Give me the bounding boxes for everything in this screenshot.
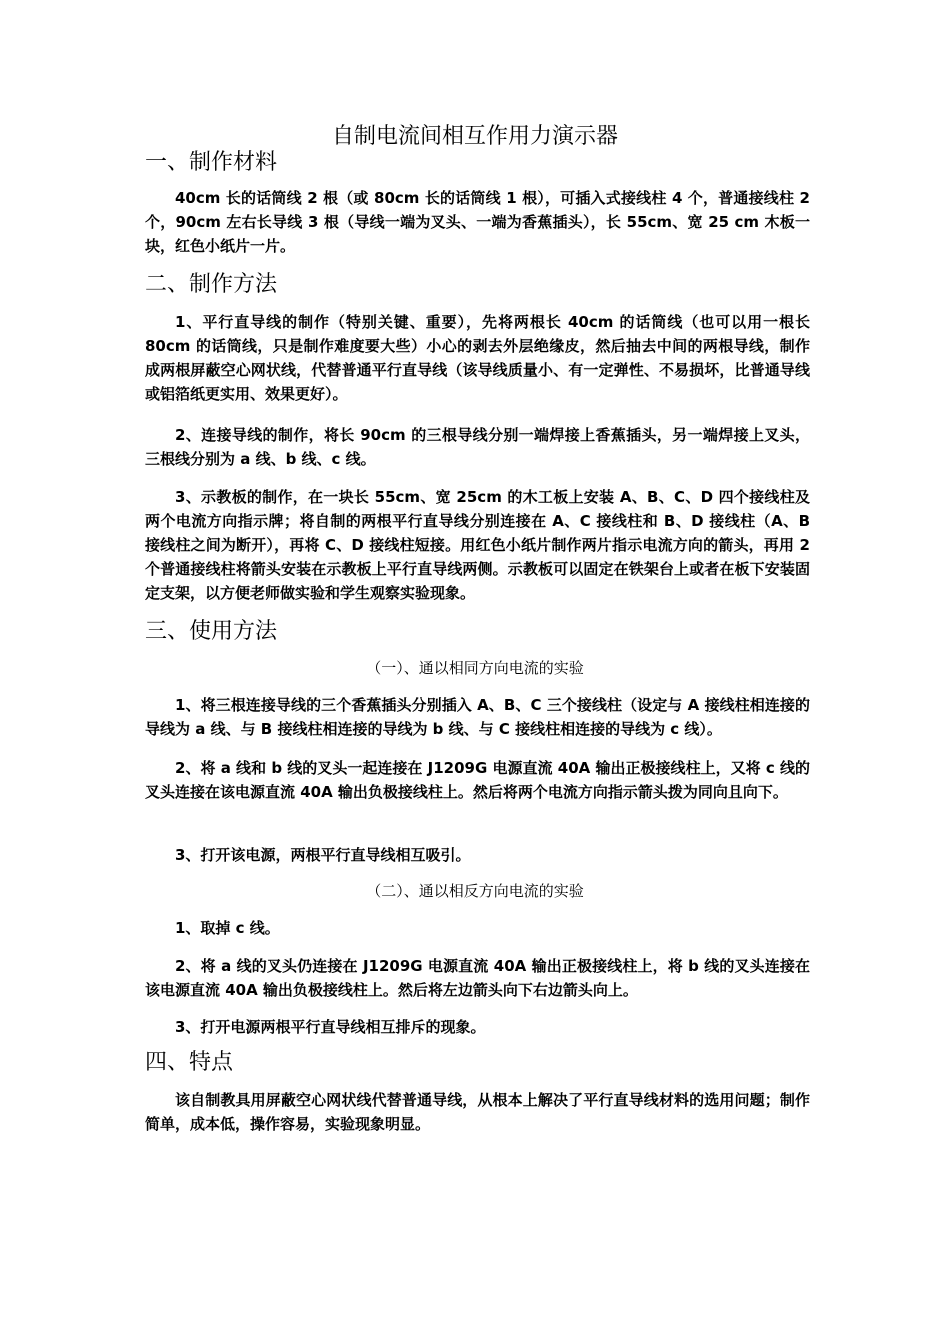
subsection-heading-same-direction: （一）、通以相同方向电流的实验 bbox=[366, 659, 584, 677]
document-title: 自制电流间相互作用力演示器 bbox=[331, 124, 618, 149]
paragraph: 3、打开该电源，两根平行直导线相互吸引。 bbox=[175, 846, 471, 864]
section-heading-method: 二、制作方法 bbox=[145, 272, 278, 297]
paragraph: 2、将 a 线的叉头仍连接在 J1209G 电源直流 40A 输出正极接线柱上，将 b 线的叉头连接在该电源直流 40A 输出负极接线柱上。然后将左边箭头向下右边箭头向上。 bbox=[145, 957, 810, 999]
paragraph: 40cm 长的话筒线 2 根（或 80cm 长的话筒线 1 根），可插入式接线柱 4 个，普通接线柱 2 个，90cm 左右长导线 3 根（导线一端为叉头、一端为香蕉插头），长 55cm、宽 25 cm 木板一块，红色小纸片一片。 bbox=[145, 189, 810, 255]
paragraph: 2、将 a 线和 b 线的叉头一起连接在 J1209G 电源直流 40A 输出正极接线柱上，又将 c 线的叉头连接在该电源直流 40A 输出负极接线柱上。然后将两个电流方向指示箭头拨为同向且向下。 bbox=[145, 759, 810, 801]
section-heading-materials: 一、制作材料 bbox=[145, 150, 278, 175]
paragraph: 1、取掉 c 线。 bbox=[175, 919, 280, 937]
subsection-heading-opposite-direction: （二）、通以相反方向电流的实验 bbox=[366, 882, 584, 900]
paragraph: 3、示教板的制作，在一块长 55cm、宽 25cm 的木工板上安装 A、B、C、D 四个接线柱及两个电流方向指示牌；将自制的两根平行直导线分别连接在 A、C 接线柱和 B、D 接线柱（A、B 接线柱之间为断开），再将 C、D 接线柱短接。用红色小纸片制作两片指示电流方向的箭头，再用 2 个普通接线柱将箭头安装在示教板上平行直导线两侧。示教板可以固定在铁架台上或者在板下安装固定支架，以方便老师做实验和学生观察实验现象。 bbox=[145, 488, 810, 602]
paragraph: 1、将三根连接导线的三个香蕉插头分别插入 A、B、C 三个接线柱（设定与 A 接线柱相连接的导线为 a 线、与 B 接线柱相连接的导线为 b 线、与 C 接线柱相连接的导线为 c 线）。 bbox=[145, 696, 810, 738]
paragraph: 该自制教具用屏蔽空心网状线代替普通导线，从根本上解决了平行直导线材料的选用问题；制作简单，成本低，操作容易，实验现象明显。 bbox=[145, 1091, 810, 1133]
paragraph: 3、打开电源两根平行直导线相互排斥的现象。 bbox=[175, 1018, 486, 1036]
paragraph: 2、连接导线的制作，将长 90cm 的三根导线分别一端焊接上香蕉插头，另一端焊接上叉头，三根线分别为 a 线、b 线、c 线。 bbox=[145, 426, 810, 468]
paragraph: 1、平行直导线的制作（特别关键、重要），先将两根长 40cm 的话筒线（也可以用一根长 80cm 的话筒线，只是制作难度要大些）小心的剥去外层绝缘皮，然后抽去中间的两根导线，制作成两根屏蔽空心网状线，代替普通平行直导线（该导线质量小、有一定弹性、不易损坏，比普通导线或铝箔纸更实用、效果更好）。 bbox=[145, 313, 810, 403]
section-heading-features: 四、特点 bbox=[145, 1050, 234, 1075]
section-heading-usage: 三、使用方法 bbox=[145, 619, 278, 644]
